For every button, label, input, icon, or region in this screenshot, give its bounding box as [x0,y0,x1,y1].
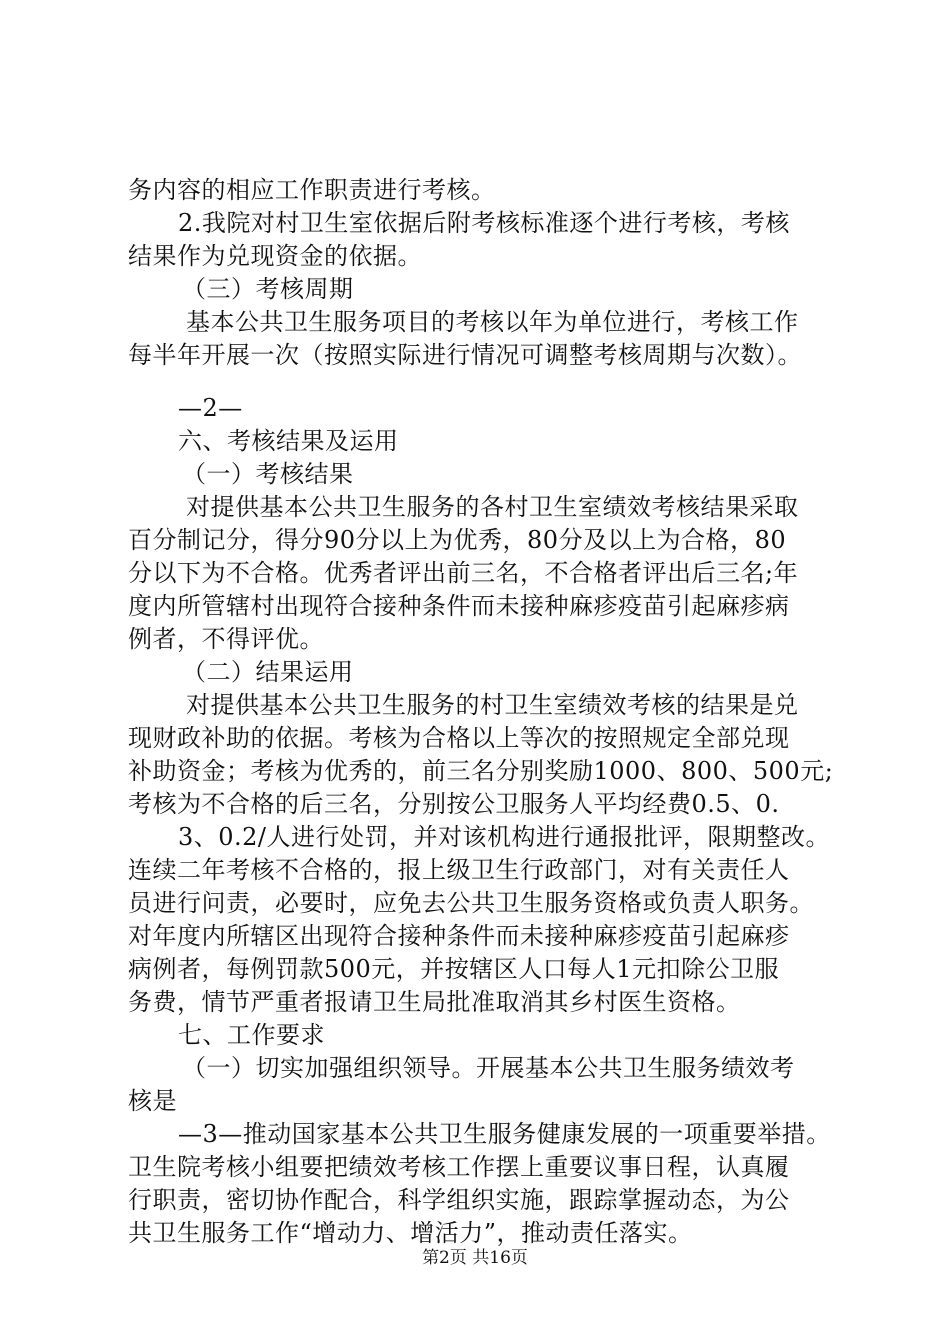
body-text-line: 对提供基本公共卫生服务的各村卫生室绩效考核结果采取 [186,493,799,521]
body-text-line: （一）切实加强组织领导。开展基本公共卫生服务绩效考 [182,1054,795,1082]
page-footer: 第2页 共16页 [422,1248,528,1268]
body-text-line: 度内所管辖村出现符合接种条件而未接种麻疹疫苗引起麻疹病 [128,592,790,620]
body-text-line: 补助资金；考核为优秀的，前三名分别奖励1000、800、500元; [128,757,834,785]
section-heading: （三）考核周期 [182,275,354,303]
body-text-line: 分以下为不合格。优秀者评出前三名，不合格者评出后三名;年 [128,559,799,587]
body-text-line: 员进行问责，必要时，应免去公共卫生服务资格或负责人职务。 [128,889,814,917]
body-text-line: 行职责，密切协作配合，科学组织实施，跟踪掌握动态，为公 [128,1186,790,1214]
body-text-line: 2.我院对村卫生室依据后附考核标准逐个进行考核，考核 [178,209,790,237]
body-text-line: 现财政补助的依据。考核为合格以上等次的按照规定全部兑现 [128,724,790,752]
body-text-line: 每半年开展一次（按照实际进行情况可调整考核周期与次数）。 [128,341,802,369]
body-text-line: 核是 [128,1087,177,1115]
body-text-line: 结果作为兑现资金的依据。 [128,242,422,270]
section-heading: 六、考核结果及运用 [178,427,399,455]
body-text-line: 考核为不合格的后三名，分别按公卫服务人平均经费0.5、0. [128,790,780,818]
page-number-marker: —2— [178,394,243,422]
body-text-line: 病例者，每例罚款500元，并按辖区人口每人1元扣除公卫服 [128,955,780,983]
body-text-line: 务内容的相应工作职责进行考核。 [128,176,496,204]
body-text-line: 对年度内所辖区出现符合接种条件而未接种麻疹疫苗引起麻疹 [128,922,790,950]
body-text-line: 3、0.2/人进行处罚，并对该机构进行通报批评，限期整改。 [178,823,831,851]
body-text-line: 基本公共卫生服务项目的考核以年为单位进行，考核工作 [186,308,799,336]
section-heading: （一）考核结果 [182,460,354,488]
body-text-line: —3—推动国家基本公共卫生服务健康发展的一项重要举措。 [178,1120,831,1148]
body-text-line: 例者，不得评优。 [128,625,324,653]
body-text-line: 对提供基本公共卫生服务的村卫生室绩效考核的结果是兑 [186,691,799,719]
body-text-line: 百分制记分，得分90分以上为优秀，80分及以上为合格，80 [128,526,787,554]
body-text-line: 卫生院考核小组要把绩效考核工作摆上重要议事日程，认真履 [128,1153,790,1181]
body-text-line: 务费，情节严重者报请卫生局批准取消其乡村医生资格。 [128,988,741,1016]
body-text-line: 共卫生服务工作“增动力、增活力”，推动责任落实。 [128,1219,693,1247]
section-heading: 七、工作要求 [178,1021,325,1049]
body-text-line: 连续二年考核不合格的，报上级卫生行政部门，对有关责任人 [128,856,790,884]
section-heading: （二）结果运用 [182,658,354,686]
